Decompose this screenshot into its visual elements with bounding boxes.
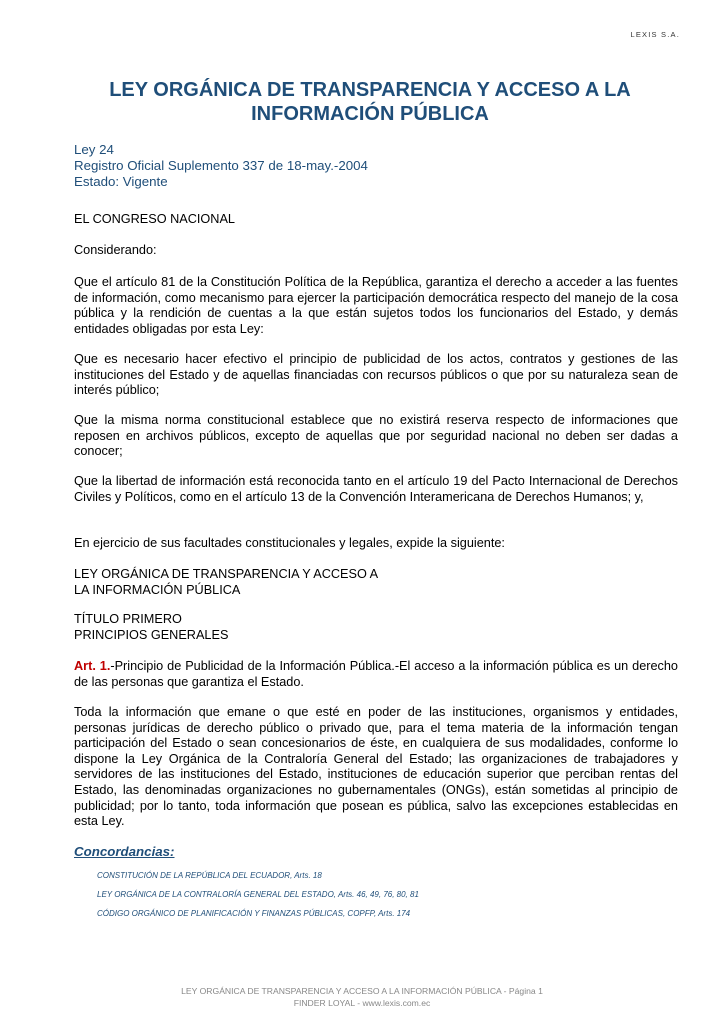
concordancia-item[interactable]: CONSTITUCIÓN DE LA REPÚBLICA DEL ECUADOR, Arts. 18 <box>97 871 322 880</box>
paragraph-4: Que la libertad de información está reconocida tanto en el artículo 19 del Pacto Internacional de Derechos Civiles y Políticos, como en el artículo 13 de la Convención Interamericana de Derechos Humanos; y, <box>74 474 678 504</box>
law-heading-line-1: LEY ORGÁNICA DE TRANSPARENCIA Y ACCESO A <box>74 567 379 581</box>
document-title-line-2: INFORMACIÓN PÚBLICA <box>251 103 489 125</box>
article-1 <box>74 659 678 690</box>
page-footer <box>0 985 724 1009</box>
paragraph-5: En ejercicio de sus facultades constitucionales y legales, expide la siguiente: <box>74 536 505 550</box>
article-1-text: -Principio de Publicidad de la Información Pública.-El acceso a la información pública es un derecho de las personas que garantiza el Estado. <box>74 659 678 689</box>
document-title <box>60 78 680 126</box>
footer-line-2: FINDER LOYAL - www.lexis.com.ec <box>293 998 431 1008</box>
official-registry: Registro Oficial Suplemento 337 de 18-may.-2004 <box>74 158 368 173</box>
concordancia-item[interactable]: LEY ORGÁNICA DE LA CONTRALORÍA GENERAL DEL ESTADO, Arts. 46, 49, 76, 80, 81 <box>97 890 419 899</box>
footer-line-1: LEY ORGÁNICA DE TRANSPARENCIA Y ACCESO A LA INFORMACIÓN PÚBLICA - Página 1 <box>181 986 543 996</box>
concordancias-title[interactable]: Concordancias: <box>74 844 175 859</box>
law-status: Estado: Vigente <box>74 174 168 189</box>
concordancia-item[interactable]: CÓDIGO ORGÁNICO DE PLANIFICACIÓN Y FINANZAS PÚBLICAS, COPFP, Arts. 174 <box>97 909 411 918</box>
paragraph-3: Que la misma norma constitucional establece que no existirá reserva respecto de informaciones que reposen en archivos públicos, excepto de aquellas que por seguridad nacional no deben ser dadas a conocer; <box>74 413 678 459</box>
document-title-line-1: LEY ORGÁNICA DE TRANSPARENCIA Y ACCESO A LA <box>109 79 631 101</box>
article-1-label: Art. 1. <box>74 659 111 673</box>
paragraph-6: Toda la información que emane o que esté en poder de las instituciones, organismos y entidades, personas jurídicas de derecho público o privado que, para el tema materia de la información tengan participación del Estado o sean concesionarios de éste, en cualquiera de sus modalidades, conforme lo dispone la Ley Orgánica de la Contraloría General del Estado; las organizaciones de trabajadores y servidores de las instituciones del Estado, instituciones de educación superior que perciban rentas del Estado, las denominadas organizaciones no gubernamentales (ONGs), están sometidas al principio de publicidad; por lo tanto, toda información que posean es pública, salvo las excepciones establecidas en esta Ley. <box>74 705 678 829</box>
paragraph-2: Que es necesario hacer efectivo el principio de publicidad de los actos, contratos y gestiones de las instituciones del Estado y de aquellas financiadas con recursos públicos o que por su naturaleza sean de interés público; <box>74 352 678 398</box>
congress-heading: EL CONGRESO NACIONAL <box>74 212 235 226</box>
title-heading-line-1: TÍTULO PRIMERO <box>74 612 182 626</box>
law-heading <box>74 567 678 598</box>
concordancias-list <box>97 866 419 923</box>
header-brand: LEXIS S.A. <box>630 30 680 39</box>
considering-heading: Considerando: <box>74 243 157 257</box>
title-heading <box>74 612 678 643</box>
title-heading-line-2: PRINCIPIOS GENERALES <box>74 627 229 642</box>
paragraph-1: Que el artículo 81 de la Constitución Política de la República, garantiza el derecho a acceder a las fuentes de información, como mecanismo para ejercer la participación democrática respecto del manejo de la cosa pública y la rendición de cuentas a la que están sujetos todos los funcionarios del Estado, y demás entidades obligadas por esta Ley: <box>74 275 678 336</box>
document-meta <box>74 142 368 190</box>
law-heading-line-2: LA INFORMACIÓN PÚBLICA <box>74 582 241 597</box>
law-number: Ley 24 <box>74 142 114 157</box>
